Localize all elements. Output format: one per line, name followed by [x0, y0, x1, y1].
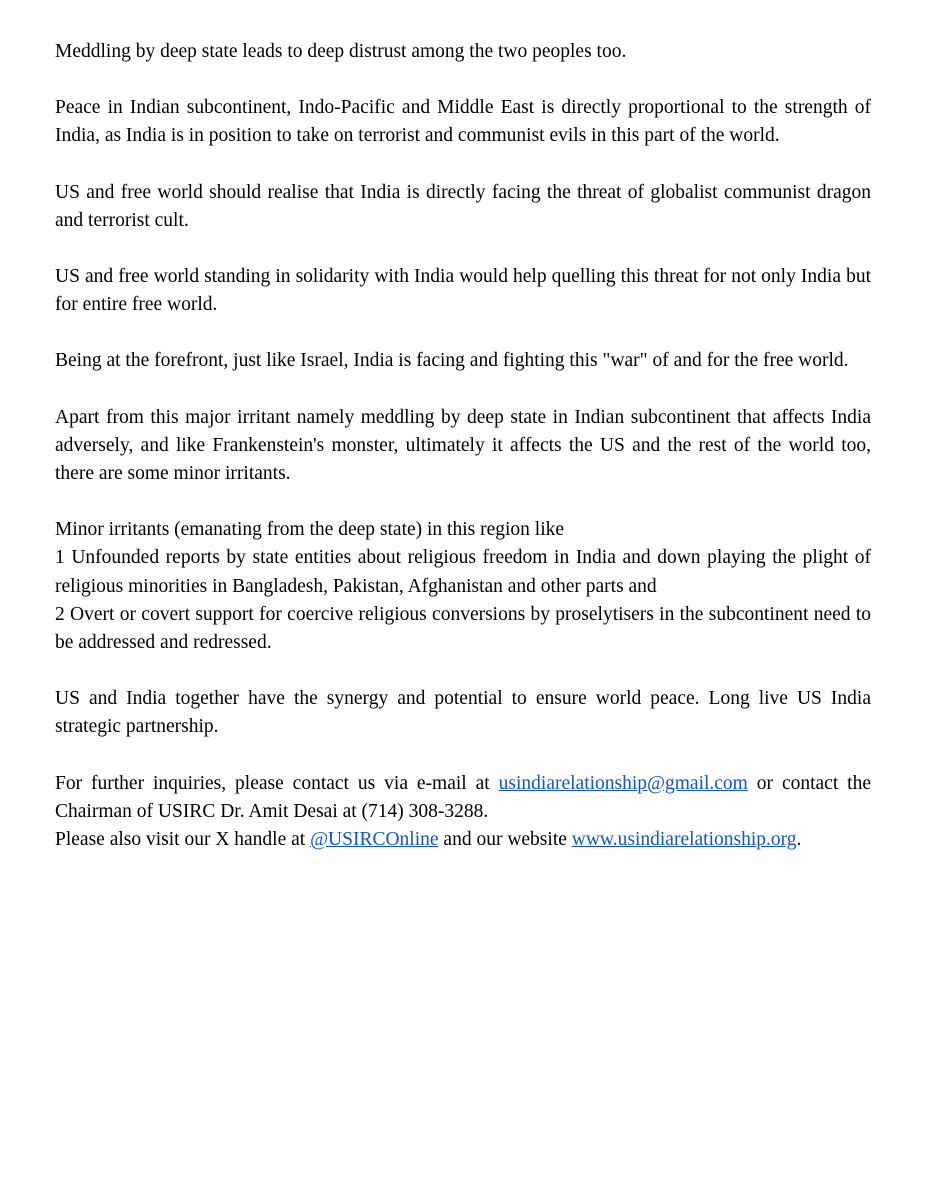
paragraph-threat: US and free world should realise that India is directly facing the threat of globalist communist dragon and terrorist cult.: [55, 181, 871, 231]
paragraph-contact: [55, 770, 871, 855]
paragraph-peace-strength: Peace in Indian subcontinent, Indo-Pacific and Middle East is directly proportional to the strength of India, as India is in position to take on terrorist and communist evils in this part of the world.: [55, 97, 871, 147]
website-link[interactable]: www.usindiarelationship.org: [571, 829, 797, 851]
minor-irritants-intro: Minor irritants (emanating from the deep state) in this region like: [55, 519, 565, 541]
paragraph-major-irritant: Apart from this major irritant namely meddling by deep state in Indian subcontinent that affects India adversely, and like Frankenstein's monster, ultimately it affects the US and the rest of the world too, there are some minor irritants.: [55, 406, 871, 485]
email-link[interactable]: usindiarelationship@gmail.com: [498, 772, 748, 794]
visit-prefix: Please also visit our X handle at: [55, 829, 311, 851]
minor-irritant-item-2: 2 Overt or covert support for coercive religious conversions by proselytisers in the subcontinent need to be addressed and redressed.: [55, 603, 871, 654]
contact-line: [55, 770, 871, 826]
paragraph-partnership: US and India together have the synergy and potential to ensure world peace. Long live US India strategic partnership.: [55, 688, 871, 738]
x-handle-link[interactable]: @USIRCOnline: [310, 829, 439, 851]
visit-line: [55, 826, 871, 854]
paragraph-deep-state-distrust: Meddling by deep state leads to deep distrust among the two peoples too.: [55, 41, 627, 62]
paragraph-forefront: Being at the forefront, just like Israel, India is facing and fighting this "war" of and for the free world.: [55, 350, 849, 372]
contact-middle: or contact the Chairman of USIRC Dr. Amit Desai at (714) 308-3288.: [55, 772, 871, 822]
paragraph-minor-irritants: [55, 516, 871, 657]
visit-middle: and our website: [438, 829, 572, 851]
minor-irritant-item-1: 1 Unfounded reports by state entities about religious freedom in India and down playing the plight of religious minorities in Bangladesh, Pakistan, Afghanistan and other parts and: [55, 547, 871, 597]
visit-suffix: .: [796, 829, 802, 851]
contact-prefix: For further inquiries, please contact us via e-mail at: [55, 772, 499, 794]
paragraph-solidarity: US and free world standing in solidarity with India would help quelling this threat for not only India but for entire free world.: [55, 266, 871, 316]
